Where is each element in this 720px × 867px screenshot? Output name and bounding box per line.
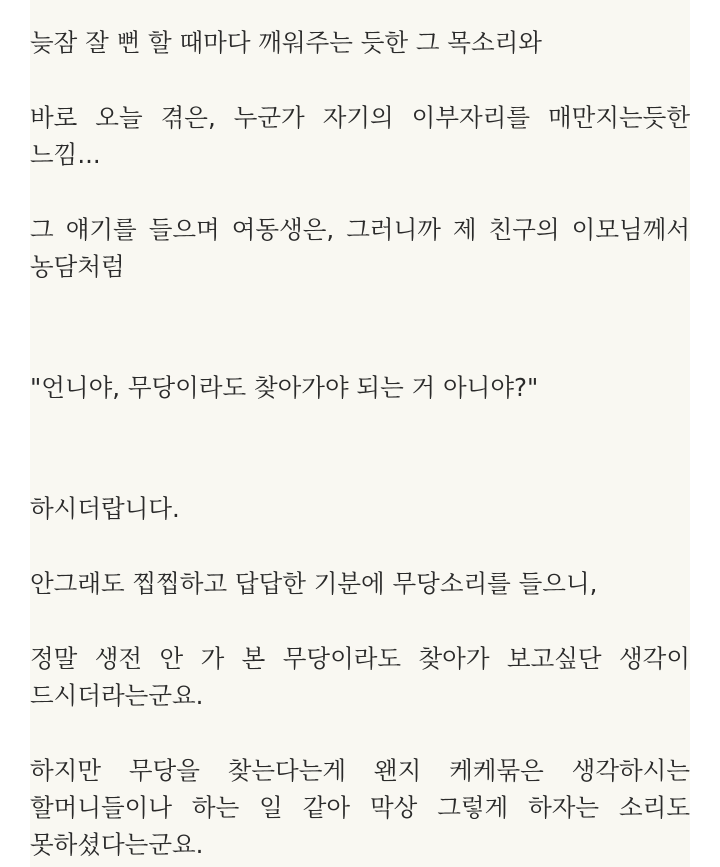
paragraph-8: 하지만 무당을 찾는다는게 왠지 케케묶은 생각하시는 할머니들이나 하는 일 같아 막상 그렇게 하자는 소리도 못하셨다는군요. [30,756,690,859]
paragraph-3: 그 얘기를 들으며 여동생은, 그러니까 제 친구의 이모님께서 농담처럼 [30,215,690,281]
paragraph-spacer [30,285,690,369]
paragraph-spacer [30,61,690,99]
paragraph-spacer [30,173,690,211]
paragraph-5: 하시더랍니다. [30,494,180,523]
paragraph-2: 바로 오늘 겪은, 누군가 자기의 이부자리를 매만지는듯한 느낌... [30,103,690,169]
paragraph-1: 늦잠 잘 뻔 할 때마다 깨워주는 듯한 그 목소리와 [30,28,542,57]
paragraph-4-quote: "언니야, 무당이라도 찾아가야 되는 거 아니야?" [30,373,539,402]
paragraph-spacer [30,714,690,752]
paragraph-spacer [30,602,690,640]
paragraph-7: 정말 생전 안 가 본 무당이라도 찾아가 보고싶단 생각이 드시더라는군요. [30,644,690,710]
article-body [30,0,690,867]
paragraph-6: 안그래도 찝찝하고 답답한 기분에 무당소리를 들으니, [30,569,598,598]
paragraph-spacer [30,406,690,490]
paragraph-spacer [30,527,690,565]
